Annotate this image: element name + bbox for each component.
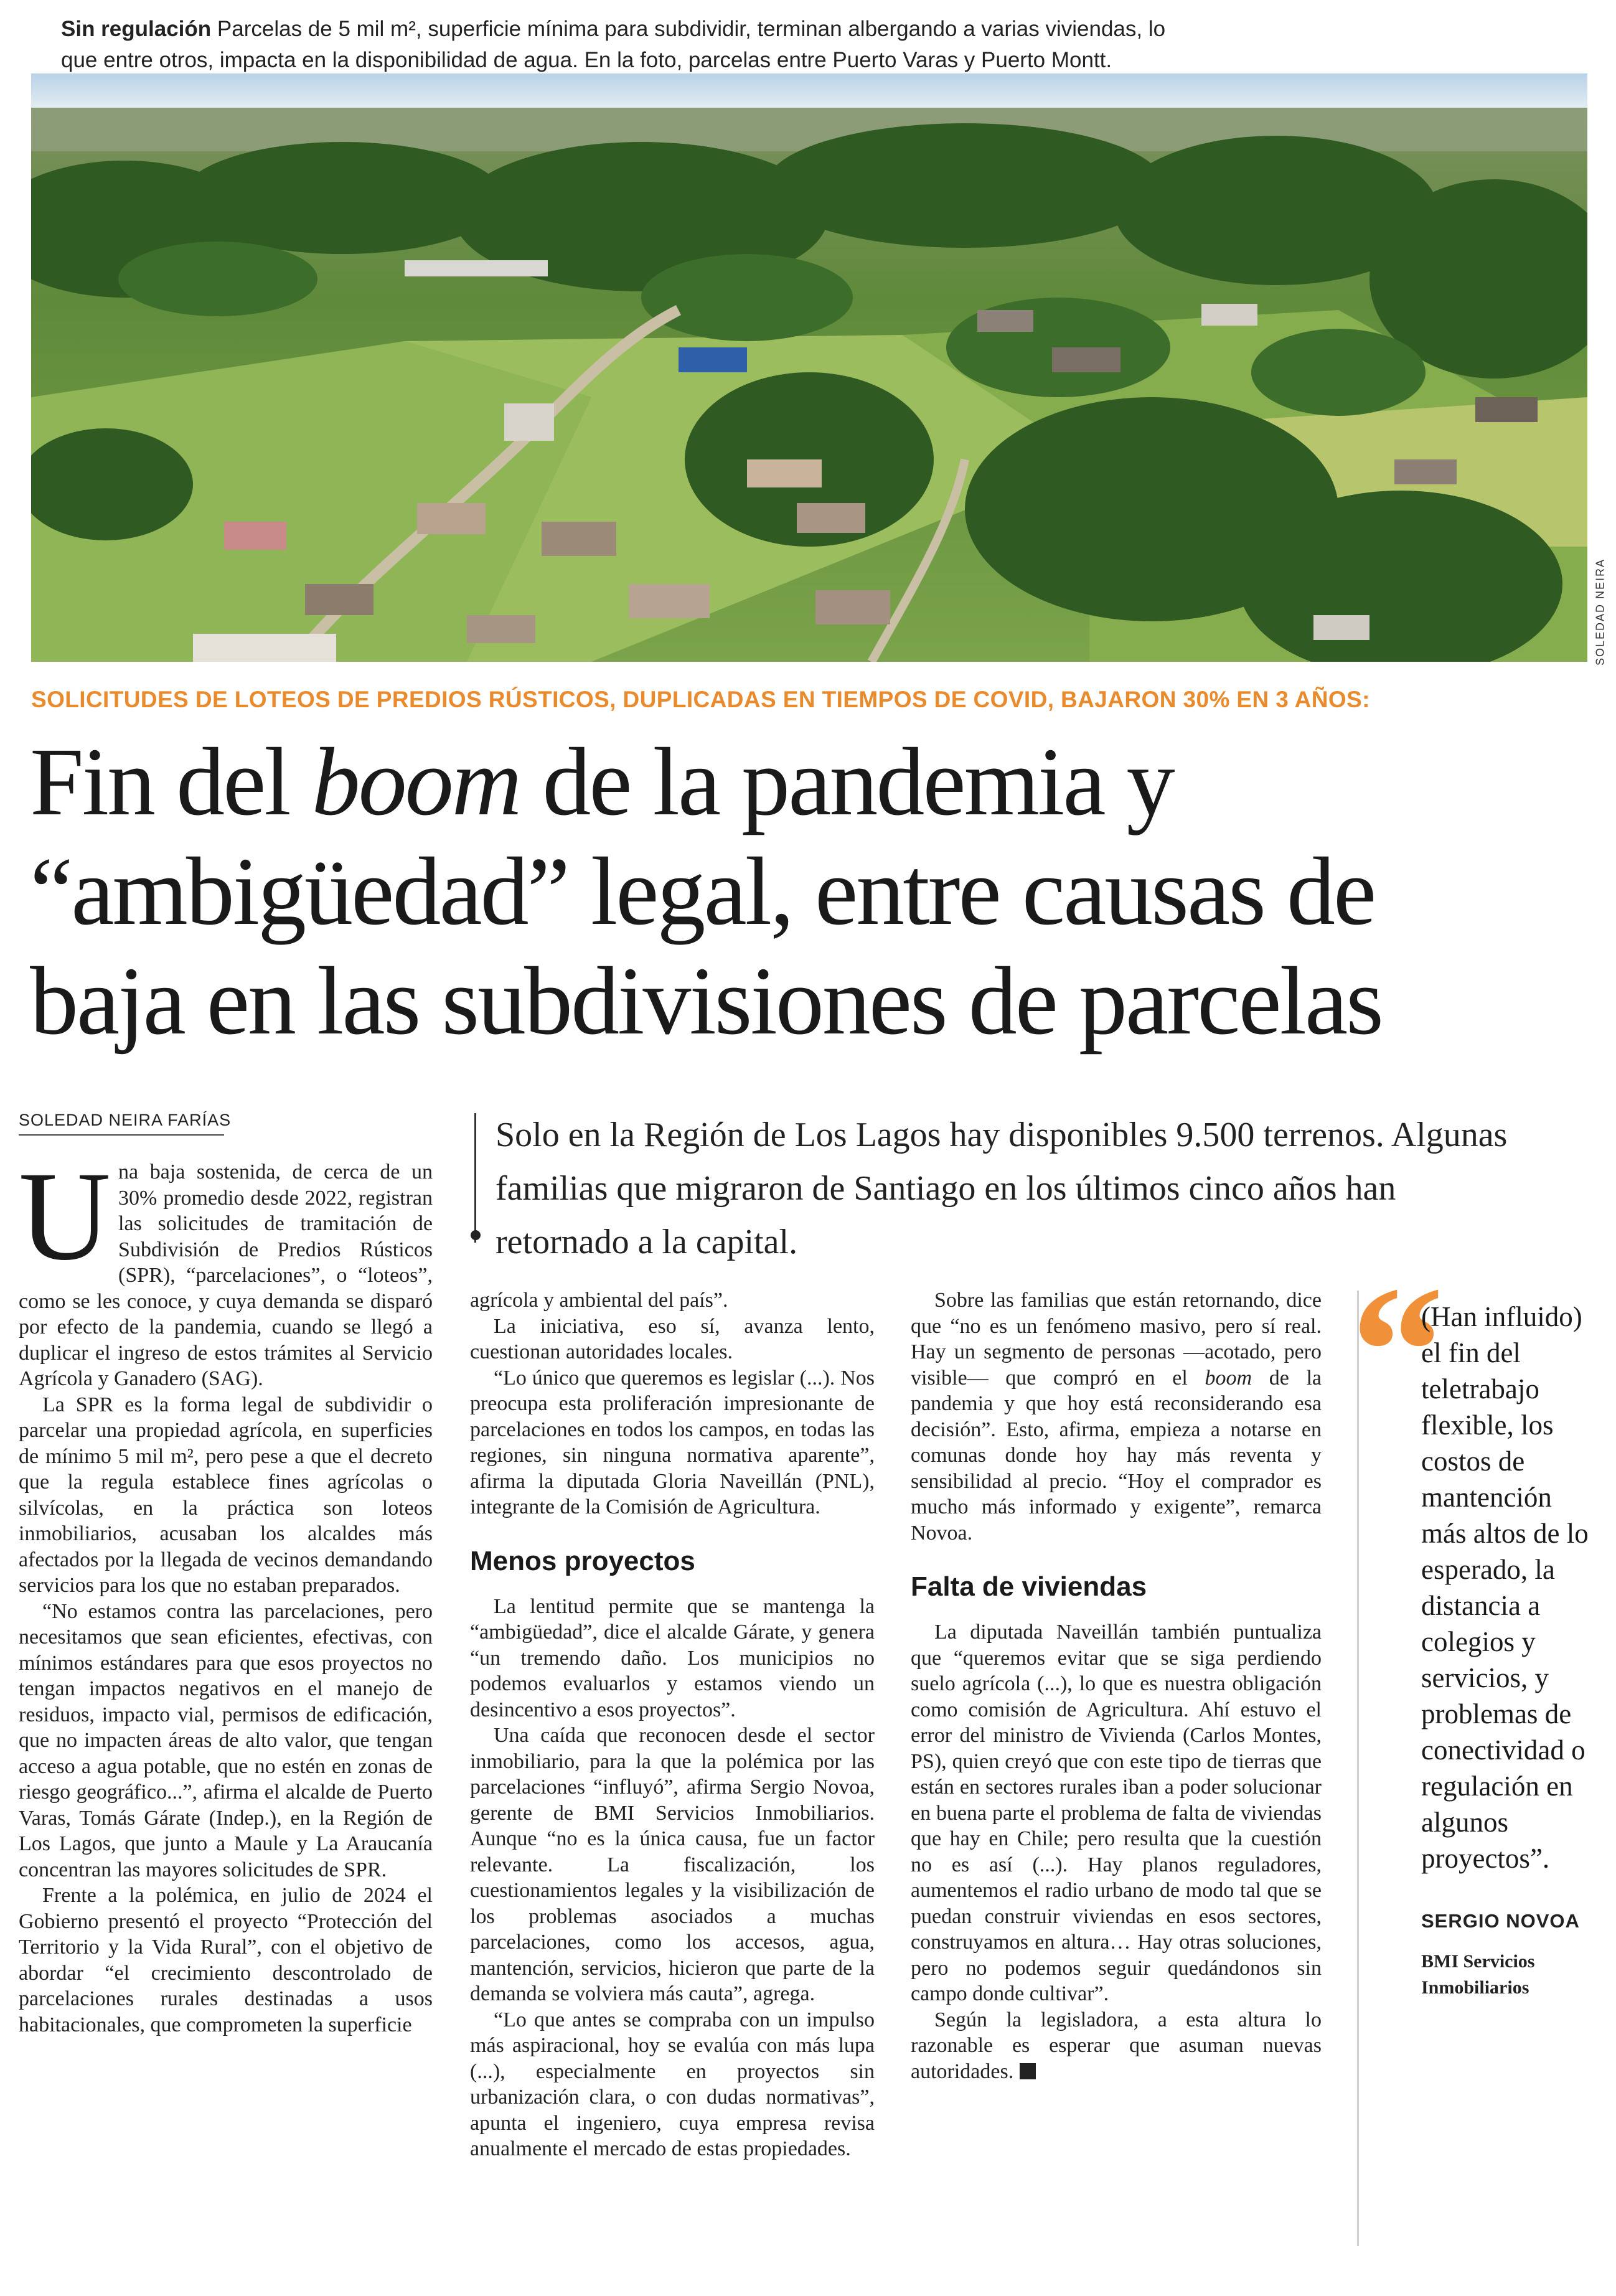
byline: SOLEDAD NEIRA FARÍAS <box>19 1111 232 1129</box>
paragraph: Según la legisladora, a esta altura lo razonable es esperar que asuman nuevas autoridades. <box>911 2008 1322 2083</box>
paragraph: Frente a la polémica, en julio de 2024 el Gobierno presentó el proyecto “Protección del Territorio y la Vida Rural”, con el objetivo de abordar “el crecimiento descontrolado de parcelaciones rurales destinadas a usos habitacionales, que comprometen la superficie <box>19 1884 433 2036</box>
paragraph: La SPR es la forma legal de subdividir o parcelar una propiedad agrícola, en superficies de mínimo 5 mil m², pero pese a que el decreto que la regula establece fines agrícolas o silvícolas, en la práctica son loteos inmobiliarios, acusaban los alcaldes más afectados por la llegada de vecinos demandando servicios para los que no estaban preparados. <box>19 1393 433 1597</box>
headline-line-1: Fin del boom de la pandemia y <box>30 728 1173 835</box>
quote-mark-icon: “ <box>1351 1248 1444 1454</box>
quote-author: SERGIO NOVOA <box>1421 1910 1580 1932</box>
quote-author-role: BMI Servicios Inmobiliarios <box>1421 1951 1535 1998</box>
caption-lead: Sin regulación <box>61 17 212 41</box>
bajada-rule <box>474 1113 476 1243</box>
paragraph: La diputada Naveillán también puntualiza que “queremos evitar que se siga perdiendo suelo agrícola (...), lo que es nuestra obligación como comisión de Agricultura. Ahí estuvo el error del ministro de Vivienda (Carlos Montes, PS), quien creyó que con este tipo de tierras que están en sectores rurales iban a poder solucionar en buena parte el problema de falta de viviendas que hay en Chile; pero resulta que la cuestión no es así (...). Hay planos reguladores, aumentemos el radio urbano de modo tal que se puedan construir viviendas en esos sectores, construyamos en altura… Hay otras soluciones, pero no podemos seguir quedándonos sin campo donde cultivar”. <box>911 1621 1322 2005</box>
photo-credit: SOLEDAD NEIRA <box>1594 558 1607 666</box>
paragraph: Una baja sostenida, de cerca de un 30% promedio desde 2022, registran las solicitudes de tramitación de Subdivisión de Predios Rústicos (SPR), “parcelaciones”, o “loteos”, como se les conoce, y cuya demanda se disparó por efecto de la pandemia, cuando se llegó a duplicar el ingreso de estos trámites al Servicio Agrícola y Ganadero (SAG). <box>19 1146 433 1390</box>
end-mark-icon <box>1020 2063 1036 2079</box>
paragraph: agrícola y ambiental del país”. <box>470 1289 728 1312</box>
paragraph: La iniciativa, eso sí, avanza lento, cuestionan autoridades locales. <box>470 1314 875 1363</box>
bajada-bullet <box>471 1230 481 1240</box>
kicker: SOLICITUDES DE LOTEOS DE PREDIOS RÚSTICOS, DUPLICADAS EN TIEMPOS DE COVID, BAJARON 30% EN 3 AÑOS: <box>31 687 1370 712</box>
paragraph: Sobre las familias que están retornando, dice que “no es un fenómeno masivo, pero sí real. Hay un segmento de personas —acotado, pero visible— que compró en el boom de la pandemia y que hoy está reconsiderando esa decisión”. Esto, afirma, empieza a notarse en comunas donde hoy hay más reventa y sensibilidad al precio. “Hoy el comprador es mucho más informado y exigente”, remarca Novoa. <box>911 1289 1322 1545</box>
byline-rule <box>19 1134 224 1136</box>
body-column-2 <box>470 1287 875 2162</box>
subheading: Menos proyectos <box>470 1545 695 1576</box>
caption-text: Parcelas de 5 mil m², superficie mínima para subdividir, terminan albergando a varias viviendas, lo que entre otros, impacta en la disponibilidad de agua. En la foto, parcelas entre Puerto Varas y Puerto Montt. <box>61 17 1166 72</box>
subheading: Falta de viviendas <box>911 1571 1147 1602</box>
bajada: Solo en la Región de Los Lagos hay disponibles 9.500 terrenos. Algunas familias que migraron de Santiago en los últimos cinco años han retornado a la capital. <box>496 1116 1508 1261</box>
paragraph: “Lo único que queremos es legislar (...). Nos preocupa esta proliferación impresionante de parcelaciones en todos los campos, en todas las regiones, sin ninguna normativa aparente”, afirma la diputada Gloria Naveillán (PNL), integrante de la Comisión de Agricultura. <box>470 1366 875 1518</box>
headline-line-2: “ambigüedad” legal, entre causas de <box>30 837 1375 945</box>
headline-line-3: baja en las subdivisiones de parcelas <box>30 947 1382 1055</box>
aerial-photo <box>31 73 1587 662</box>
body-column-1 <box>19 1146 433 2038</box>
paragraph: “No estamos contra las parcelaciones, pero necesitamos que sean eficientes, efectivas, con mínimos estándares para que esos proyectos no tengan impactos negativos en el manejo de residuos, impacto vial, permisos de edificación, que no impacten áreas de alto valor, que tengan acceso a agua potable, que no estén en zonas de riesgo geográfico...”, afirma el alcalde de Puerto Varas, Tomás Gárate (Indep.), en la Región de Los Lagos, que junto a Maule y La Araucanía concentran las mayores solicitudes de SPR. <box>19 1599 433 1881</box>
body-column-3 <box>911 1287 1322 2084</box>
paragraph: La lentitud permite que se mantenga la “ambigüedad”, dice el alcalde Gárate, y genera “un tremendo daño. Los municipios no podemos evaluarlos y estamos viendo un desincentivo a esos proyectos”. <box>470 1594 875 1721</box>
drop-cap: U <box>19 1146 111 1287</box>
headline <box>30 727 1592 1056</box>
paragraph: Una caída que reconocen desde el sector inmobiliario, para la que la polémica por las parcelaciones “influyó”, afirma Sergio Novoa, gerente de BMI Servicios Inmobiliarios. Aunque “no es la única causa, fue un factor relevante. La fiscalización, los cuestionamientos legales y la visibilización de los problemas asociados a muchas parcelaciones, como los accesos, agua, mantención, servicios, hicieron que parte de la demanda se volviera más cauta”, agrega. <box>470 1724 875 2005</box>
photo-caption <box>61 14 1181 76</box>
pull-quote: (Han influido) el fin del teletrabajo flexible, los costos de mantención más altos de lo esperado, la distancia a colegios y servicios, y problemas de conectividad o regulación en algunos proyectos”. <box>1421 1301 1589 1874</box>
paragraph: “Lo que antes se compraba con un impulso más aspiracional, hoy se evalúa con más lupa (...), especialmente en proyectos sin urbanización clara, o con dudas normativas”, apunta el ingeniero, cuya empresa revisa anualmente el mercado de estas propiedades. <box>470 2008 875 2160</box>
